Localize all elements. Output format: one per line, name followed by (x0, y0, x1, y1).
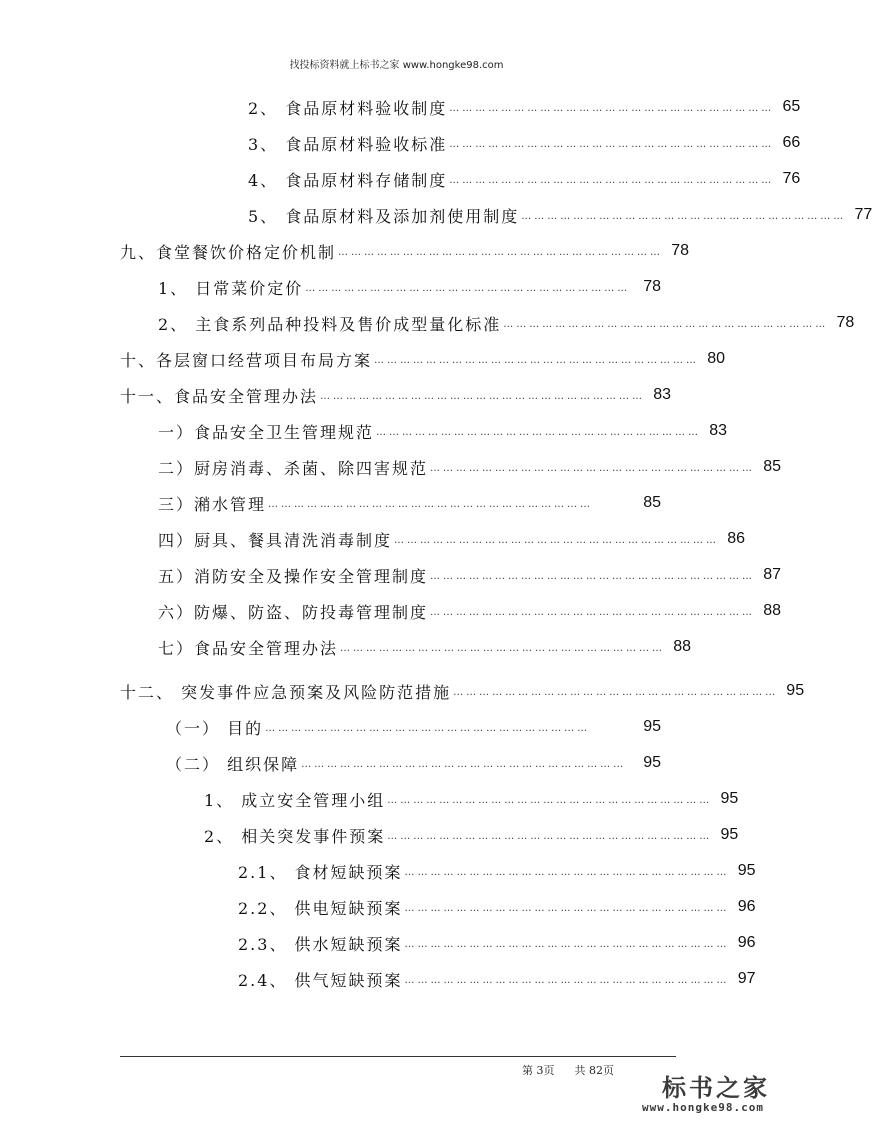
toc-entry-label: 1、 成立安全管理小组 (204, 790, 386, 810)
toc-entry-page: 65 (782, 98, 801, 115)
toc-entry-page: 95 (643, 718, 661, 735)
toc-leader: ………………………………………………………………… (430, 570, 756, 582)
toc-leader: ………………………………………………………………… (521, 210, 847, 222)
toc-entry-label: 十一、食品安全管理办法 (120, 386, 319, 406)
toc-entry[interactable] (0, 784, 793, 814)
toc-leader: ………………………………………………………………… (449, 102, 775, 114)
toc-entry[interactable] (0, 856, 793, 886)
toc-entry-label: 九、食堂餐饮价格定价机制 (120, 242, 337, 262)
toc-entry[interactable] (0, 676, 805, 706)
toc-entry-label: 5、 食品原材料及添加剂使用制度 (248, 206, 520, 226)
toc-leader: ………………………………………………………………… (338, 246, 664, 258)
toc-leader: ………………………………………………………………… (449, 138, 775, 150)
toc-leader: ………………………………………………………………… (404, 866, 730, 878)
toc-entry-page: 78 (671, 242, 690, 259)
brand-url: www.hongke98.com (642, 1101, 764, 1114)
toc-entry-page: 80 (707, 350, 726, 367)
toc-leader: ………………………………………………………………… (387, 830, 713, 842)
toc-entry[interactable] (0, 488, 793, 518)
toc-entry-page: 87 (763, 566, 782, 583)
toc-entry[interactable] (0, 892, 793, 922)
toc-leader: ………………………………………………………………… (340, 642, 666, 654)
toc-entry-label: 1、 日常菜价定价 (158, 278, 304, 298)
toc-leader: ………………………………………………………………… (394, 534, 720, 546)
toc-leader: ………………………………………………………………… (404, 974, 730, 986)
toc-entry[interactable] (0, 344, 793, 374)
toc-leader: ………………………………………………………………… (453, 686, 779, 698)
toc-entry[interactable] (0, 928, 793, 958)
toc-leader: ………………………………………………………………… (320, 390, 646, 402)
toc-entry-label: 2.1、 食材短缺预案 (238, 862, 403, 882)
toc-entry-page: 83 (653, 386, 672, 403)
toc-entry-label: （一） 目的 (166, 718, 264, 738)
toc-entry-page: 95 (786, 682, 805, 699)
toc-entry-label: 2.3、 供水短缺预案 (238, 934, 403, 954)
toc-entry[interactable] (0, 596, 793, 626)
toc-leader: ………………………………………………………………… (503, 318, 829, 330)
toc-leader: ………………………………………………………………… (376, 426, 702, 438)
toc-leader: ………………………………………………………………… (265, 722, 591, 734)
toc-entry[interactable] (0, 164, 801, 194)
toc-entry-label: 2、 食品原材料验收制度 (248, 98, 448, 118)
toc-entry-page: 77 (854, 206, 872, 223)
toc-entry-page: 95 (643, 754, 661, 771)
toc-entry-label: 2.4、 供气短缺预案 (238, 970, 403, 990)
toc-entry-label: 二）厨房消毒、杀菌、除四害规范 (158, 458, 429, 478)
toc-entry-page: 83 (709, 422, 728, 439)
toc-entry-page: 85 (763, 458, 782, 475)
toc-entry-label: 四）厨具、餐具清洗消毒制度 (158, 530, 393, 550)
toc-entry-label: 六）防爆、防盗、防投毒管理制度 (158, 602, 429, 622)
toc-entry-page: 95 (737, 862, 756, 879)
toc-entry[interactable] (0, 452, 793, 482)
toc-leader: ………………………………………………………………… (404, 938, 730, 950)
toc-entry[interactable] (0, 200, 872, 230)
toc-entry-label: （二） 组织保障 (166, 754, 300, 774)
toc-entry-page: 66 (782, 134, 801, 151)
toc-entry-label: 4、 食品原材料存储制度 (248, 170, 448, 190)
toc-entry-page: 95 (720, 790, 739, 807)
current-page-number: 第 3页 (522, 1064, 555, 1077)
toc-entry[interactable] (0, 748, 793, 778)
toc-entry[interactable] (0, 308, 855, 338)
toc-leader: ………………………………………………………………… (430, 462, 756, 474)
toc-entry-label: 2、 主食系列品种投料及售价成型量化标准 (158, 314, 502, 334)
toc-entry[interactable] (0, 272, 793, 302)
toc-entry-page: 95 (720, 826, 739, 843)
toc-entry[interactable] (0, 236, 793, 266)
total-page-count: 共 82页 (574, 1064, 614, 1077)
toc-entry-page: 76 (782, 170, 801, 187)
toc-entry-label: 一）食品安全卫生管理规范 (158, 422, 375, 442)
toc-leader: ………………………………………………………………… (430, 606, 756, 618)
toc-entry[interactable] (0, 416, 793, 446)
toc-entry-page: 96 (737, 934, 756, 951)
toc-entry[interactable] (0, 380, 793, 410)
brand-logo: 标书之家 (662, 1074, 770, 1102)
toc-leader: ………………………………………………………………… (387, 794, 713, 806)
toc-entry-page: 86 (727, 530, 746, 547)
toc-entry-label: 三）潲水管理 (158, 494, 267, 514)
toc-entry[interactable] (0, 632, 793, 662)
toc-entry-label: 2、 相关突发事件预案 (204, 826, 386, 846)
toc-entry[interactable] (0, 524, 793, 554)
page-header: 找投标资料就上标书之家 www.hongke98.com (289, 60, 504, 71)
toc-entry-page: 78 (643, 278, 661, 295)
toc-entry-label: 十二、 突发事件应急预案及风险防范措施 (120, 682, 452, 702)
toc-leader: ………………………………………………………………… (404, 902, 730, 914)
page-footer (522, 1062, 634, 1078)
toc-entry-label: 七）食品安全管理办法 (158, 638, 339, 658)
toc-entry-label: 3、 食品原材料验收标准 (248, 134, 448, 154)
toc-leader: ………………………………………………………………… (449, 174, 775, 186)
toc-entry-label: 五）消防安全及操作安全管理制度 (158, 566, 429, 586)
toc-entry[interactable] (0, 128, 801, 158)
toc-entry-page: 96 (737, 898, 756, 915)
footer-divider (120, 1056, 676, 1057)
toc-entry-page: 88 (763, 602, 782, 619)
toc-entry-page: 78 (836, 314, 855, 331)
toc-leader: ………………………………………………………………… (374, 354, 700, 366)
toc-leader: ………………………………………………………………… (305, 282, 631, 294)
toc-entry-page: 85 (643, 494, 661, 511)
toc-entry-label: 十、各层窗口经营项目布局方案 (120, 350, 373, 370)
toc-entry-page: 88 (673, 638, 692, 655)
toc-leader: ………………………………………………………………… (301, 758, 627, 770)
toc-entry[interactable] (0, 964, 793, 994)
toc-entry[interactable] (0, 560, 793, 590)
toc-entry-page: 97 (737, 970, 756, 987)
toc-leader: ………………………………………………………………… (268, 498, 594, 510)
toc-entry-label: 2.2、 供电短缺预案 (238, 898, 403, 918)
toc-entry[interactable] (0, 820, 793, 850)
toc-entry[interactable] (0, 92, 801, 122)
toc-entry[interactable] (0, 712, 793, 742)
